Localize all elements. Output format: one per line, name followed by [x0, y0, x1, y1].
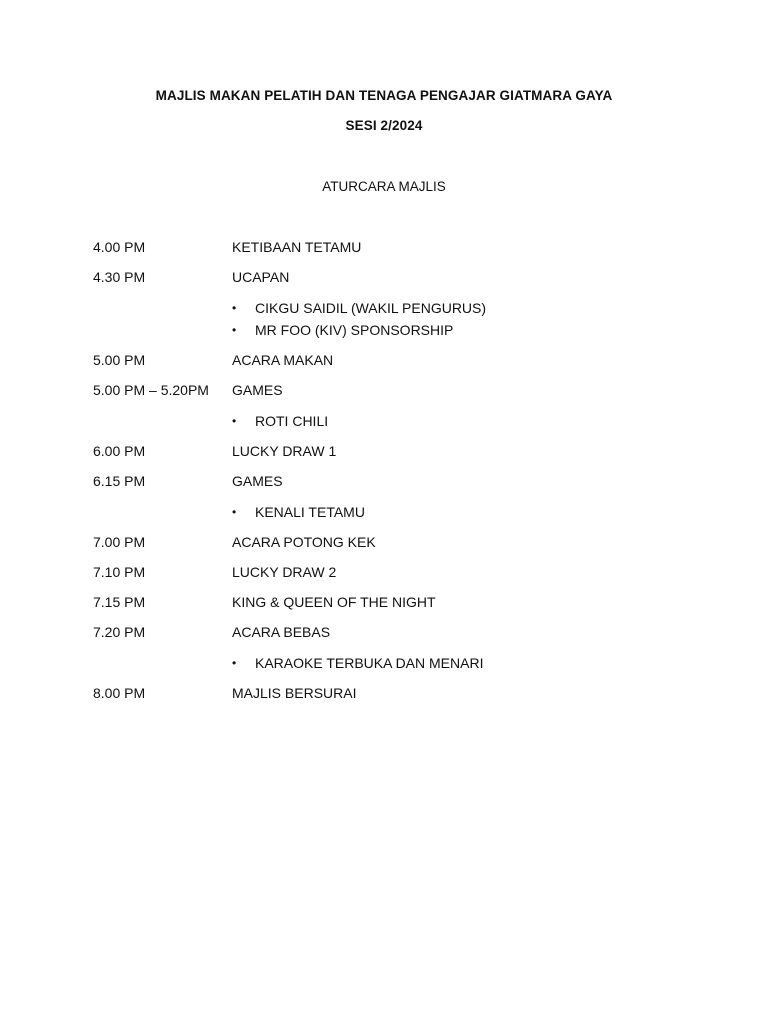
- agenda-event: GAMES: [232, 473, 283, 489]
- agenda-sub-item-text: ROTI CHILI: [255, 413, 329, 429]
- agenda-time: 7.00 PM: [93, 534, 146, 550]
- agenda-list: [93, 239, 693, 715]
- agenda-time: 6.00 PM: [93, 443, 146, 459]
- agenda-row: [93, 564, 693, 580]
- agenda-time: 4.30 PM: [93, 269, 146, 285]
- agenda-row: [93, 269, 693, 285]
- document-title: MAJLIS MAKAN PELATIH DAN TENAGA PENGAJAR GIATMARA GAYA: [155, 88, 613, 103]
- agenda-sub-item-text: CIKGU SAIDIL (WAKIL PENGURUS): [255, 300, 487, 316]
- agenda-sub-item-text: KENALI TETAMU: [255, 504, 365, 520]
- agenda-row: [93, 534, 693, 550]
- bullet-icon: •: [232, 505, 237, 519]
- agenda-row: [93, 624, 693, 640]
- agenda-sub-list: [93, 504, 693, 520]
- agenda-time: 7.10 PM: [93, 564, 146, 580]
- agenda-time: 5.00 PM – 5.20PM: [93, 382, 209, 398]
- agenda-time: 6.15 PM: [93, 473, 146, 489]
- agenda-sub-item: [93, 413, 693, 429]
- agenda-sub-item-text: KARAOKE TERBUKA DAN MENARI: [255, 655, 484, 671]
- agenda-sub-list: [93, 300, 693, 338]
- agenda-sub-item: [93, 300, 693, 316]
- agenda-event: GAMES: [232, 382, 283, 398]
- agenda-time: 5.00 PM: [93, 352, 146, 368]
- agenda-time: 8.00 PM: [93, 685, 146, 701]
- agenda-row: [93, 352, 693, 368]
- agenda-sub-item-text: MR FOO (KIV) SPONSORSHIP: [255, 322, 454, 338]
- bullet-icon: •: [232, 301, 237, 315]
- agenda-event: UCAPAN: [232, 269, 290, 285]
- agenda-event: LUCKY DRAW 1: [232, 443, 337, 459]
- agenda-sub-list: [93, 413, 693, 429]
- agenda-event: KETIBAAN TETAMU: [232, 239, 362, 255]
- agenda-row: [93, 685, 693, 701]
- agenda-event: ACARA BEBAS: [232, 624, 331, 640]
- agenda-row: [93, 594, 693, 610]
- agenda-event: ACARA MAKAN: [232, 352, 334, 368]
- agenda-event: MAJLIS BERSURAI: [232, 685, 357, 701]
- bullet-icon: •: [232, 323, 237, 337]
- agenda-event: LUCKY DRAW 2: [232, 564, 337, 580]
- agenda-row: [93, 473, 693, 489]
- agenda-time: 7.15 PM: [93, 594, 146, 610]
- agenda-time: 4.00 PM: [93, 239, 146, 255]
- agenda-row: [93, 443, 693, 459]
- agenda-sub-item: [93, 322, 693, 338]
- agenda-time: 7.20 PM: [93, 624, 146, 640]
- agenda-event: ACARA POTONG KEK: [232, 534, 376, 550]
- bullet-icon: •: [232, 414, 237, 428]
- agenda-sub-item: [93, 504, 693, 520]
- bullet-icon: •: [232, 656, 237, 670]
- agenda-row: [93, 382, 693, 398]
- agenda-sub-list: [93, 655, 693, 671]
- agenda-event: KING & QUEEN OF THE NIGHT: [232, 594, 436, 610]
- agenda-heading: ATURCARA MAJLIS: [322, 179, 446, 194]
- agenda-row: [93, 239, 693, 255]
- session-label: SESI 2/2024: [345, 118, 423, 133]
- agenda-sub-item: [93, 655, 693, 671]
